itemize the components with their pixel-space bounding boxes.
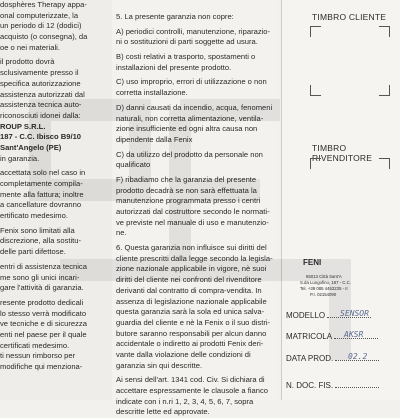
left-lines-20: a cancellature dovranno xyxy=(0,200,82,210)
matricola-label: MATRICOLA xyxy=(286,332,333,341)
mid-lines-16: C) da utilizzo del prodotto da personale non xyxy=(116,149,263,159)
mid-lines-34: butore saranno responsabili per alcun danno xyxy=(116,328,267,338)
ndoc-label: N. DOC. FIS. xyxy=(286,381,334,390)
left-lines-3: acquisto (o consegna), da xyxy=(0,32,88,42)
data-prod-label: DATA PROD. xyxy=(286,354,334,363)
left-column xyxy=(0,0,112,400)
left-lines-1: onal computerizzate, la xyxy=(0,10,79,20)
mid-lines-14: dipendente dalla Fenix xyxy=(116,134,193,144)
mid-lines-3: ni o sostituzioni di parti soggette ad usura. xyxy=(116,37,258,47)
logo-text: FENI xyxy=(303,258,322,267)
mid-lines-35: accidentale o indiretto ai prodotti Fenix deri- xyxy=(116,339,264,349)
mid-lines-0: 5. La presente garanzia non copre: xyxy=(116,12,234,21)
mid-lines-22: autorizzati dal costruttore secondo le normati- xyxy=(116,207,270,216)
timbro-rivenditore-box xyxy=(310,158,390,250)
mid-lines-11: D) danni causati da incendio, acqua, fenomeni xyxy=(116,102,273,112)
mid-lines-6: installazioni del presente prodotto. xyxy=(116,62,232,72)
fenix-logo xyxy=(303,258,321,267)
left-lines-31: resente prodotto dedicali xyxy=(0,297,84,307)
modello-value: SENSOR xyxy=(340,309,369,318)
left-lines-0: dosphères Therapy appa- xyxy=(0,0,87,9)
mid-lines-19: F) ribadiamo che la garanzia del presente xyxy=(116,174,257,184)
left-column-text xyxy=(0,0,87,373)
left-lines-37: modifiche qui menziona- xyxy=(0,362,83,371)
mid-lines-41: indicate con i n.ri 1, 2, 3, 4, 5, 6, 7, sopra xyxy=(116,396,254,406)
left-lines-10: assistenza tecnica auto- xyxy=(0,100,82,110)
left-lines-9: assistenza autorizzati dal xyxy=(0,89,85,99)
mid-lines-17: qualificato xyxy=(116,160,151,170)
addr-line-1: 65013 Città Sant'A xyxy=(306,274,342,279)
modello-field xyxy=(286,311,371,320)
mid-lines-20: prodotto decadrà se non sarà effettuata la xyxy=(116,185,257,195)
mid-lines-13: zione insufficiente ed ogni altra causa non xyxy=(116,124,258,134)
mid-lines-27: cliente prescritti dalla legge secondo la legisla- xyxy=(116,253,273,263)
matricola-field xyxy=(286,332,378,341)
ndoc-field xyxy=(286,381,379,390)
mid-lines-37: garanzia sin qui descritte. xyxy=(116,360,203,370)
left-lines-21: ertificato medesimo. xyxy=(0,211,68,221)
left-lines-23: Fenix sono limitati alla xyxy=(0,225,75,235)
mid-lines-31: assenza di legislazione nazionale applicabile xyxy=(116,296,267,306)
mid-lines-12: naturali, non corretta alimentazione, ventila- xyxy=(116,113,264,123)
left-lines-4: oe o nei materiali. xyxy=(0,42,60,52)
left-lines-34: enti nel paese per il quale xyxy=(0,329,87,339)
mid-lines-26: 6. Questa garanzia non influisce sui diritti del xyxy=(116,243,267,253)
middle-column xyxy=(112,0,278,417)
addr-line-2: S.da Lungofino, 187 - C.C. xyxy=(300,280,351,285)
addr-line-3: Tel. +39 085 4463235 - Ir xyxy=(300,286,348,291)
mid-lines-21: manutenzione programmata presso i centri xyxy=(116,196,261,206)
left-lines-13: 187 - C.C. Ibisco B9/10 xyxy=(0,132,82,142)
left-lines-17: accettata solo nel caso in xyxy=(0,168,86,178)
left-lines-36: ti nessun rimborso per xyxy=(0,351,76,361)
left-lines-25: delle parti difettose. xyxy=(0,247,66,257)
data-prod-value: 02.2 xyxy=(348,352,368,361)
modello-label: MODELLO xyxy=(286,311,326,320)
mid-lines-24: ne. xyxy=(116,228,127,238)
left-lines-12: ROUP S.R.L. xyxy=(0,121,46,131)
timbro-rivenditore-label: TIMBRO RIVENDITORE xyxy=(312,143,373,163)
left-lines-19: mente alla fattura; inoltre xyxy=(0,189,84,199)
left-lines-2: un periodo di 12 (dodici) xyxy=(0,21,82,31)
data-prod-field xyxy=(286,354,379,363)
mid-lines-40: accettare espressamente le clausole a fianco xyxy=(116,386,268,395)
mid-lines-8: C) uso improprio, errori di utilizzazione o non xyxy=(116,77,267,87)
left-lines-24: discrezione, alla sostitu- xyxy=(0,236,82,246)
mid-lines-36: vante dalla violazione delle condizioni di xyxy=(116,349,251,359)
left-lines-15: in garanzia. xyxy=(0,153,40,163)
timbro-cliente-label: TIMBRO CLIENTE xyxy=(312,12,387,22)
mid-lines-5: B) costi relativi a trasporto, spostamenti o xyxy=(116,52,256,62)
left-lines-32: lo stesso verrà modificato xyxy=(0,308,87,318)
mid-lines-30: derivanti dal contratto di compra-vendita. In xyxy=(116,285,262,295)
mid-lines-2: A) periodici controlli, manutenzione, riparazio- xyxy=(116,26,271,36)
left-lines-8: specifica autorizzazione xyxy=(0,78,81,88)
left-lines-14: Sant'Angelo (PE) xyxy=(0,142,62,152)
mid-lines-9: corretta installazione. xyxy=(116,88,188,98)
timbro-cliente-box xyxy=(310,26,390,96)
left-lines-27: entri di assistenza tecnica xyxy=(0,261,87,271)
mid-lines-23: ve previste nel manuale di uso e manutenzio- xyxy=(116,217,269,227)
left-lines-28: me sono gli unici incari- xyxy=(0,272,80,282)
mid-lines-42: descritte lette ed approvate. xyxy=(116,407,210,417)
mid-lines-29: diritti del cliente nei confronti del rivenditore xyxy=(116,275,262,285)
mid-lines-32: questa garanzia sarà la sola ed unica salva- xyxy=(116,307,265,317)
middle-column-text xyxy=(116,12,273,418)
matricola-value: AKSR xyxy=(344,330,364,339)
left-lines-18: completamente compila- xyxy=(0,179,83,188)
mid-lines-33: guardia del cliente e nè la Fenix o il suo distri- xyxy=(116,317,271,327)
mid-lines-28: zione nazionale applicabile in vigore, nè suoi xyxy=(116,264,267,274)
left-lines-6: il prodotto dovrà xyxy=(0,57,55,67)
left-lines-11: riconosciuti idonei dalla: xyxy=(0,110,81,120)
addr-line-4: P.I. 02154090 xyxy=(310,292,337,297)
left-lines-35: certificati medesimo. xyxy=(0,340,70,350)
left-lines-29: gare l'attività di garanzia. xyxy=(0,283,84,293)
left-lines-33: ve tecniche e di sicurezza xyxy=(0,319,87,329)
mid-lines-39: Ai sensi dell'art. 1341 cod. Civ. Si dichiara di xyxy=(116,375,265,385)
left-lines-7: sclusivamente presso il xyxy=(0,68,79,78)
